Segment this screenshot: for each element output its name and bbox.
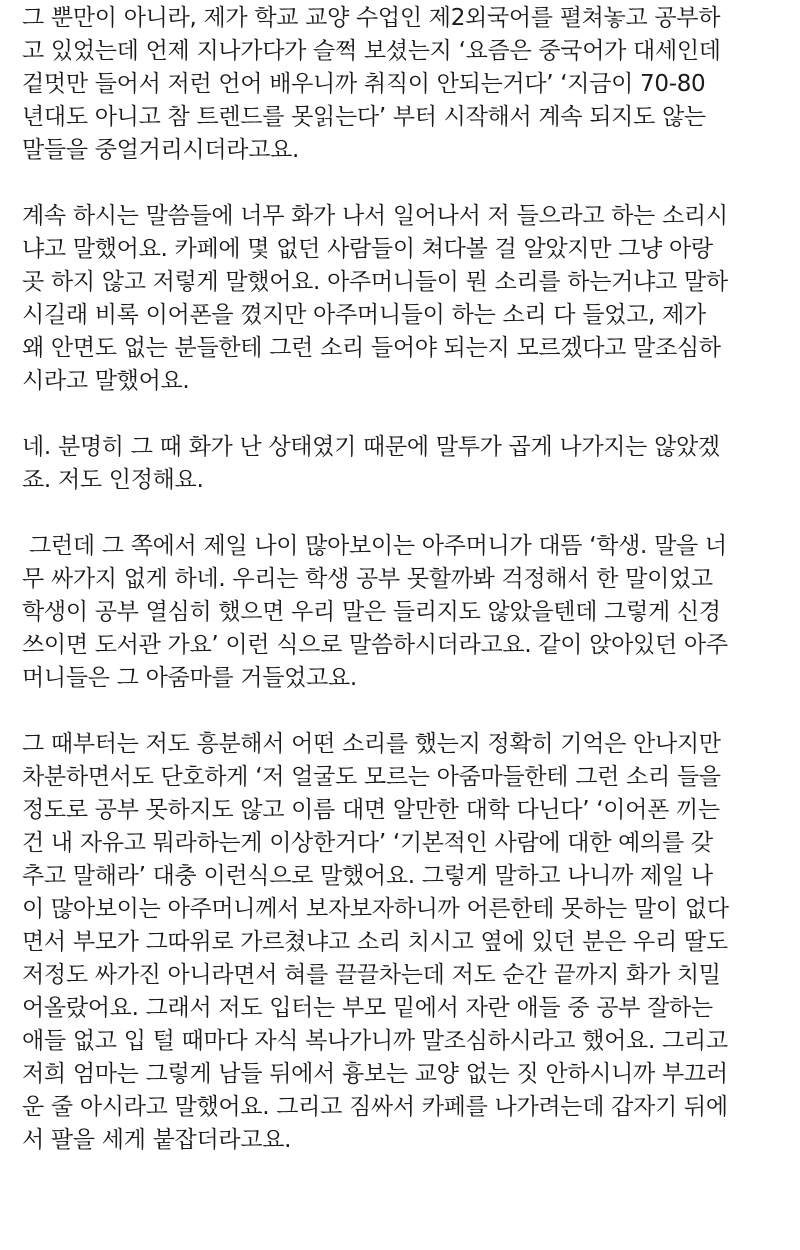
paragraph-1 (22, 2, 780, 167)
text-line: 시라고 말했어요. (22, 368, 190, 394)
text-line: 년대도 아니고 참 트렌드를 못읽는다’ 부터 시작해서 계속 되지도 않는 (22, 104, 706, 130)
text-line: 그런데 그 쪽에서 제일 나이 많아보이는 아주머니가 대뜸 ‘학생. 말을 너 (22, 533, 727, 559)
text-line: 곳 하지 않고 저렇게 말했어요. 아주머니들이 뭔 소리를 하는거냐고 말하 (22, 269, 728, 295)
text-line: 머니들은 그 아줌마를 거들었고요. (22, 665, 357, 691)
text-line: 정도로 공부 못하지도 않고 이름 대면 알만한 대학 다닌다’ ‘이어폰 끼는 (22, 797, 720, 823)
text-line: 운 줄 아시라고 말했어요. 그리고 짐싸서 카페를 나가려는데 갑자기 뒤에 (22, 1094, 728, 1120)
text-line: 죠. 저도 인정해요. (22, 467, 204, 493)
paragraph-4 (22, 530, 780, 695)
paragraph-3 (22, 431, 780, 497)
paragraph-5 (22, 728, 780, 1157)
text-line: 학생이 공부 열심히 했으면 우리 말은 들리지도 않았을텐데 그렇게 신경 (22, 599, 721, 625)
paragraph-2 (22, 200, 780, 398)
text-line: 면서 부모가 그따위로 가르쳤냐고 소리 치시고 옆에 있던 분은 우리 딸도 (22, 929, 728, 955)
text-line: 고 있었는데 언제 지나가다가 슬쩍 보셨는지 ‘요즘은 중국어가 대세인데 (22, 38, 721, 64)
text-line: 애들 없고 입 털 때마다 자식 복나가니까 말조심하시라고 했어요. 그리고 (22, 1028, 728, 1054)
text-line: 왜 안면도 없는 분들한테 그런 소리 들어야 되는지 모르겠다고 말조심하 (22, 335, 721, 361)
text-line: 저희 엄마는 그렇게 남들 뒤에서 흉보는 교양 없는 짓 안하시니까 부끄러 (22, 1061, 728, 1087)
text-line: 그 뿐만이 아니라, 제가 학교 교양 수업인 제2외국어를 펼쳐놓고 공부하 (22, 5, 721, 31)
text-line: 겉멋만 들어서 저런 언어 배우니까 취직이 안되는거다’ ‘지금이 70-80 (22, 71, 706, 97)
text-line: 계속 하시는 말씀들에 너무 화가 나서 일어나서 저 들으라고 하는 소리시 (22, 203, 728, 229)
text-line: 말들을 중얼거리시더라고요. (22, 137, 300, 163)
text-line: 저정도 싸가진 아니라면서 혀를 끌끌차는데 저도 순간 끝까지 화가 치밀 (22, 962, 721, 988)
text-line: 냐고 말했어요. 카페에 몇 없던 사람들이 쳐다볼 걸 알았지만 그냥 아랑 (22, 236, 713, 262)
text-line: 그 때부터는 저도 흥분해서 어떤 소리를 했는지 정확히 기억은 안나지만 (22, 731, 721, 757)
text-line: 어올랐어요. 그래서 저도 입터는 부모 밑에서 자란 애들 중 공부 잘하는 (22, 995, 713, 1021)
text-line: 추고 말해라’ 대충 이런식으로 말했어요. 그렇게 말하고 나니까 제일 나 (22, 863, 713, 889)
text-line: 쓰이면 도서관 가요’ 이런 식으로 말씀하시더라고요. 같이 앉아있던 아주 (22, 632, 728, 658)
text-line: 차분하면서도 단호하게 ‘저 얼굴도 모르는 아줌마들한테 그런 소리 들을 (22, 764, 721, 790)
text-line: 무 싸가지 없게 하네. 우리는 학생 공부 못할까봐 걱정해서 한 말이었고 (22, 566, 713, 592)
text-line: 서 팔을 세게 붙잡더라고요. (22, 1127, 292, 1153)
text-line: 시길래 비록 이어폰을 꼈지만 아주머니들이 하는 소리 다 들었고, 제가 (22, 302, 706, 328)
text-line: 네. 분명히 그 때 화가 난 상태였기 때문에 말투가 곱게 나가지는 않았겠 (22, 434, 720, 460)
text-line: 건 내 자유고 뭐라하는게 이상한거다’ ‘기본적인 사람에 대한 예의를 갖 (22, 830, 713, 856)
text-line: 이 많아보이는 아주머니께서 보자보자하니까 어른한테 못하는 말이 없다 (22, 896, 729, 922)
